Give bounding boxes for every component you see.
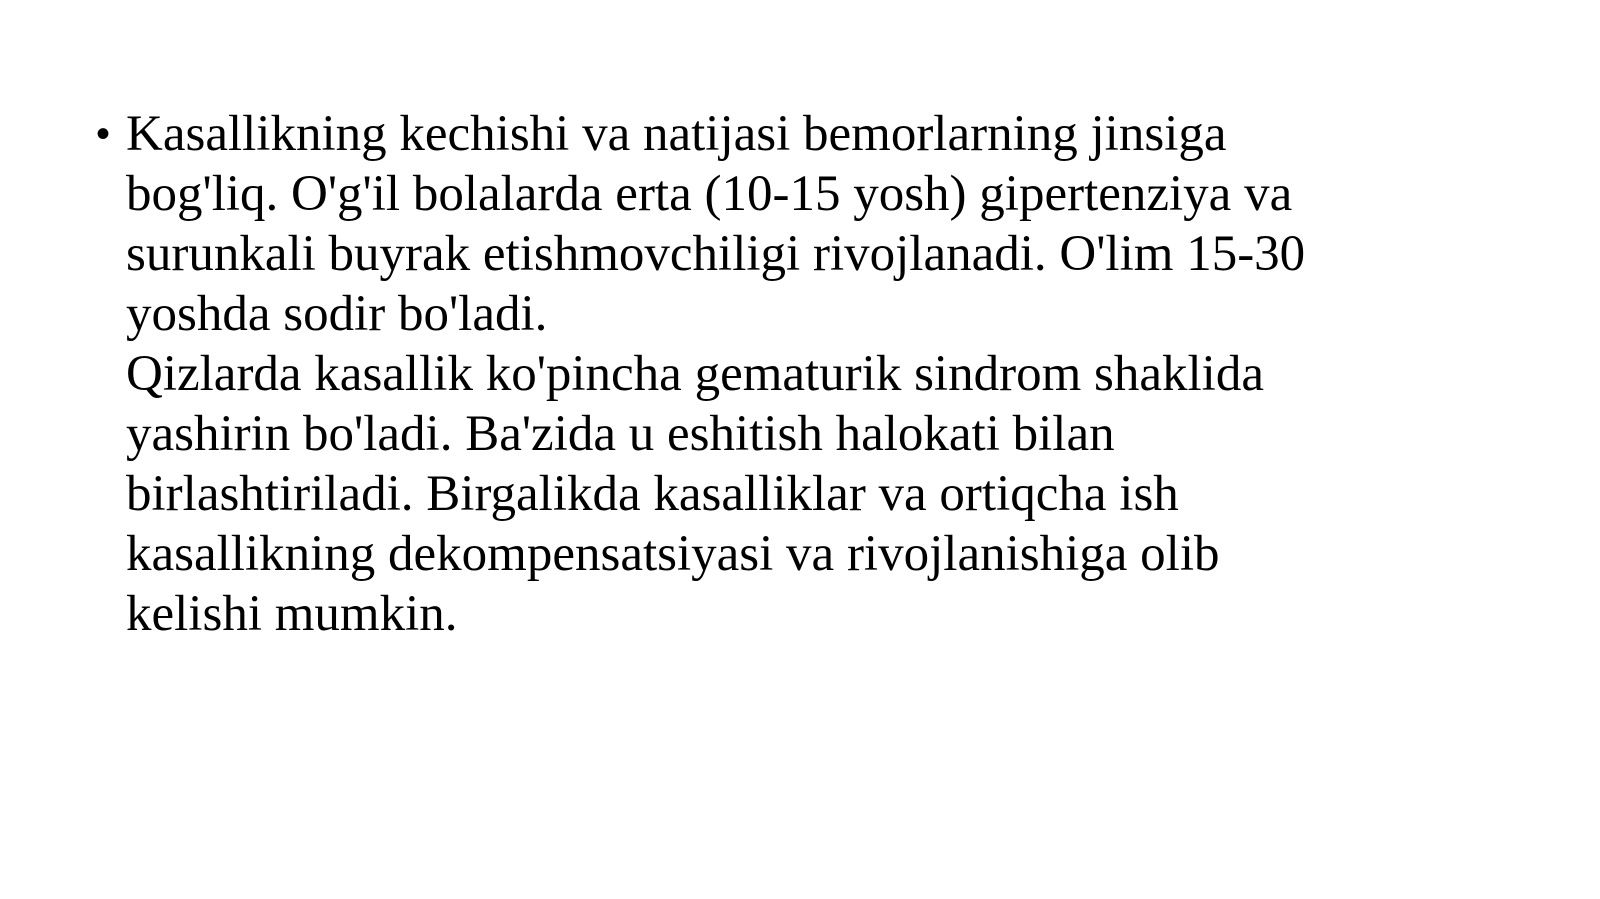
text-line-4: yoshda sodir bo'ladi. xyxy=(126,286,548,342)
text-line-7: birlashtiriladi. Birgalikda kasalliklar va ortiqcha ish xyxy=(126,466,1179,522)
bullet-item xyxy=(96,104,1496,644)
bullet-list xyxy=(96,104,1496,644)
text-line-8: kasallikning dekompensatsiyasi va rivojlanishiga olib xyxy=(126,526,1220,582)
text-line-2: bog'liq. O'g'il bolalarda erta (10-15 yosh) gipertenziya va xyxy=(126,166,1293,222)
text-line-9: kelishi mumkin. xyxy=(126,586,458,642)
bullet-text xyxy=(126,104,1496,644)
text-line-5: Qizlarda kasallik ko'pincha gematurik sindrom shaklida xyxy=(126,346,1264,402)
text-line-3: surunkali buyrak etishmovchiligi rivojlanadi. O'lim 15-30 xyxy=(126,226,1306,282)
bullet-icon: • xyxy=(96,112,111,156)
text-line-6: yashirin bo'ladi. Ba'zida u eshitish halokati bilan xyxy=(126,406,1115,462)
text-line-1: Kasallikning kechishi va natijasi bemorlarning jinsiga xyxy=(126,106,1227,162)
